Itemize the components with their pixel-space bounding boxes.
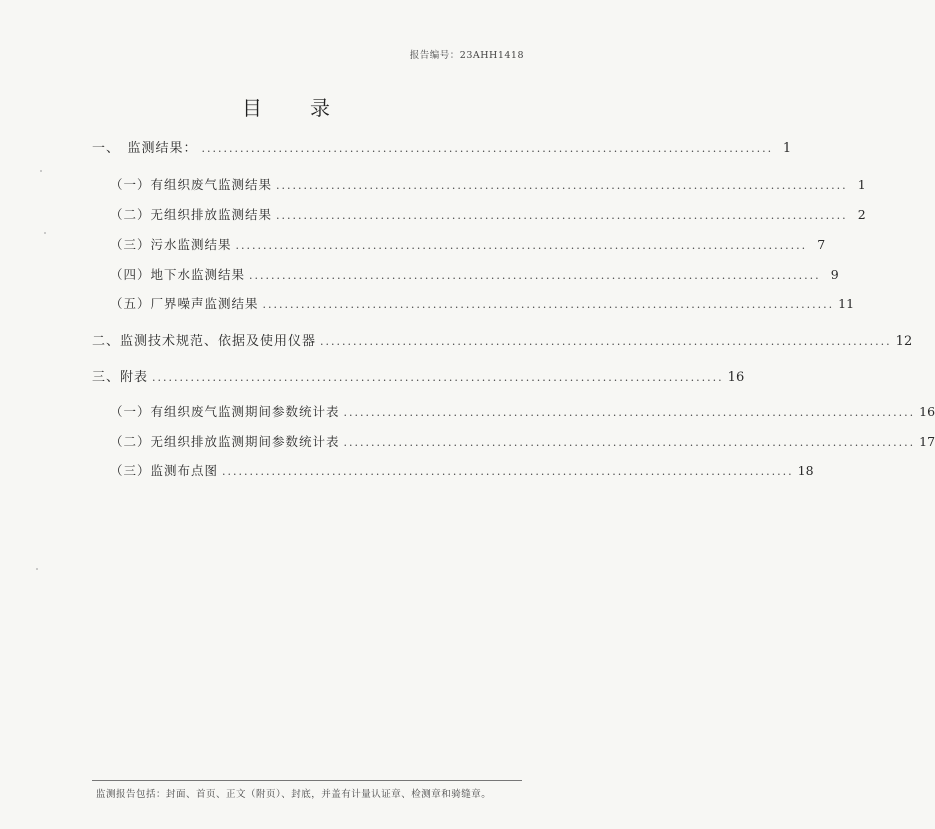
toc-entry-page: 11	[838, 296, 855, 311]
toc-leader: ........................................................................................................	[152, 371, 724, 384]
toc-leader: ........................................................................................................	[276, 179, 848, 192]
toc-entry-label: （三）监测布点图	[110, 463, 219, 478]
toc-entry-label: （二）无组织排放监测结果	[110, 207, 273, 222]
toc-entry[interactable]	[110, 205, 866, 223]
toc-entry-page: 12	[895, 334, 913, 349]
toc-entry-label: （三）污水监测结果	[110, 237, 232, 252]
toc-leader: ........................................................................................................	[249, 269, 821, 282]
toc-entry-label: （一）有组织废气监测结果	[110, 177, 273, 192]
toc-entry-page: 2	[857, 207, 866, 222]
scan-speck	[36, 568, 38, 570]
toc-entry-page: 16	[727, 370, 745, 385]
toc-entry-label: 三、附表	[92, 370, 149, 385]
toc-entry-label: 一、 监测结果：	[92, 141, 198, 156]
toc-entry[interactable]	[110, 175, 866, 193]
toc-entry[interactable]	[110, 432, 935, 450]
toc-entry-page: 17	[919, 434, 935, 449]
toc-leader: ........................................................................................................	[320, 335, 892, 348]
toc-entry-page: 1	[782, 141, 792, 156]
toc-entry-page: 1	[857, 177, 866, 192]
toc-entry[interactable]	[110, 402, 935, 420]
footer-divider	[92, 780, 522, 781]
toc-entry-page: 18	[797, 463, 814, 478]
toc-entry[interactable]	[110, 265, 839, 283]
scan-speck	[44, 232, 46, 234]
toc-leader: ........................................................................................................	[276, 209, 848, 222]
toc-leader: ........................................................................................................	[201, 142, 774, 155]
toc-entry[interactable]	[110, 235, 826, 253]
toc-entry-label: （一）有组织废气监测期间参数统计表	[110, 404, 340, 419]
toc-entry-label: （四）地下水监测结果	[110, 267, 246, 282]
toc-entry-label: （二）无组织排放监测期间参数统计表	[110, 434, 340, 449]
toc-entry-page: 9	[830, 267, 839, 282]
toc-leader: ........................................................................................................	[343, 406, 916, 419]
toc-leader: ........................................................................................................	[343, 436, 916, 449]
toc-entry-page: 7	[817, 237, 826, 252]
toc-entry[interactable]	[92, 366, 745, 385]
toc-leader: ........................................................................................................	[262, 298, 835, 311]
toc-leader: ........................................................................................................	[222, 465, 794, 478]
toc-entry[interactable]	[110, 294, 855, 312]
report-number: 报告编号：23AHH1418	[409, 50, 524, 61]
toc-leader: ........................................................................................................	[235, 239, 808, 252]
toc-entry-page: 16	[919, 404, 935, 419]
scan-speck	[40, 170, 42, 172]
footer-note: 监测报告包括：封面、首页、正文（附页）、封底，并盖有计量认证章、检测章和骑缝章。	[96, 789, 492, 800]
toc-entry[interactable]	[92, 330, 913, 349]
toc-entry-label: 二、监测技术规范、依据及使用仪器	[92, 334, 317, 349]
toc-entry-label: （五）厂界噪声监测结果	[110, 296, 259, 311]
toc-title: 目 录	[242, 96, 344, 120]
toc-entry[interactable]	[110, 461, 814, 479]
toc-entry[interactable]	[92, 137, 792, 156]
